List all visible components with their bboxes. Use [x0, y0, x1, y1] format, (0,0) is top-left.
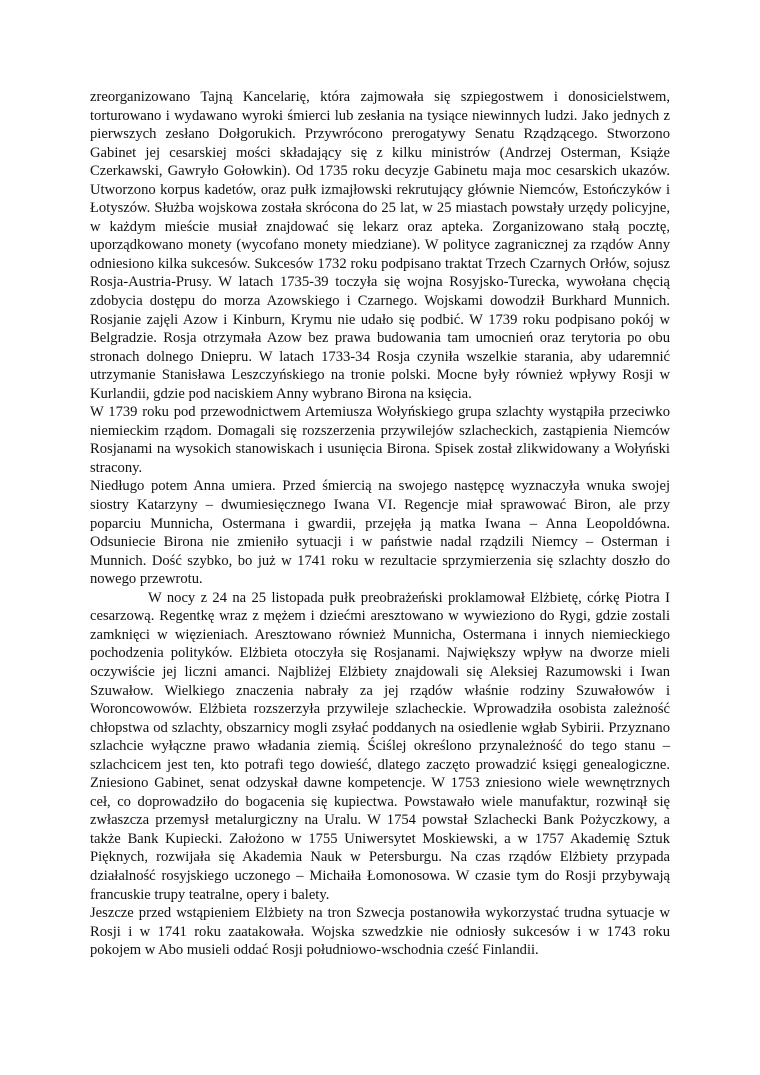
paragraph-elizabeth-reign: W nocy z 24 na 25 listopada pułk preobrażeński proklamował Elżbietę, córkę Piotra I cesarzową. Regentkę wraz z mężem i dziećmi aresztowano w wywieziono do Rygi, gdzie zostali zamknięci w więzieniach. Aresztowano również Munnicha, Ostermana i innych niemieckiego pochodzenia polityków. Elżbieta otoczyła się Rosjanami. Największy wpływ na dworze mieli oczywiście jej liczni amanci. Najbliżej Elżbiety znajdowali się Aleksiej Razumowski i Iwan Szuwałow. Wielkiego znaczenia nabrały za jej rządów właśnie rodziny Szuwałowów i Woroncowowów. Elżbieta rozszerzyła przywileje szlacheckie. Wprowadziła osobista zależność chłopstwa od szlachty, obszarnicy mogli zsyłać poddanych na osiedlenie wgłab Sybirii. Przyznano szlachcie wyłączne prawo władania ziemią. Ściślej określono przynależność do tego stanu – szlachcicem jest ten, kto potrafi tego dowieść, dlatego zaczęto prowadzić księgi genealogiczne. Zniesiono Gabinet, senat odzyskał dawne kompetencje. W 1753 zniesiono wiele wewnętrznych ceł, co doprowadziło do bogacenia się kupiectwa. Powstawało wiele manufaktur, rozwinął się zwłaszcza przemysł metalurgiczny na Uralu. W 1754 powstał Szlachecki Bank Pożyczkowy, a także Bank Kupiecki. Założono w 1755 Uniwersytet Moskiewski, a w 1757 Akademię Sztuk Pięknych, rozwijała się Akademia Nauk w Petersburgu. Na czas rządów Elżbiety przypada działalność rosyjskiego uczonego – Michaiła Łomonosowa. W czasie tym do Rosji przybywają francuskie trupy teatralne, opery i balety. [90, 589, 670, 903]
paragraph-anna-reign: zreorganizowano Tajną Kancelarię, która zajmowała się szpiegostwem i donosicielstwem, torturowano i wydawano wyroki śmierci lub zesłania na tysiące niewinnych ludzi. Jako jednych z pierwszych zesłano Dołgorukich. Przywrócono prerogatywy Senatu Rządzącego. Stworzono Gabinet jej cesarskiej mości składający się z kilku ministrów (Andrzej Osterman, Książe Czerkawski, Gawryło Gołowkin). Od 1735 roku decyzje Gabinetu maja moc cesarskich ukazów. Utworzono korpus kadetów, oraz pułk izmajłowski rekrutujący głównie Niemców, Estończyków i Łotyszów. Służba wojskowa została skrócona do 25 lat, w 25 miastach powstały urzędy policyjne, w każdym mieście musiał znajdować się lekarz oraz apteka. Zorganizowano stałą pocztę, uporządkowano monety (wycofano monety miedziane). W polityce zagranicznej za rządów Anny odniesiono kilka sukcesów. Sukcesów 1732 roku podpisano traktat Trzech Czarnych Orłów, sojusz Rosja-Austria-Prusy. W latach 1735-39 toczyła się wojna Rosyjsko-Turecka, wywołana chęcią zdobycia dostępu do morza Azowskiego i Czarnego. Wojskami dowodził Burkhard Munnich. Rosjanie zajęli Azow i Kinburn, Krymu nie udało się podbić. W 1739 roku podpisano pokój w Belgradzie. Rosja otrzymała Azow bez prawa budowania tam umocnień oraz terytoria po obu stronach dolnego Dniepru. W latach 1733-34 Rosja czyniła wszelkie starania, aby udaremnić utrzymanie Stanisława Leszczyńskiego na tronie polski. Mocne były również wpływy Rosji w Kurlandii, gdzie pod naciskiem Anny wybrano Birona na księcia. [90, 89, 670, 402]
paragraph-swedish-war: Jeszcze przed wstąpieniem Elżbiety na tron Szwecja postanowiła wykorzystać trudna sytuacje w Rosji i w 1741 roku zaatakowała. Wojska szwedzkie nie odniosły sukcesów i w 1743 roku pokojem w Abo musieli oddać Rosji południowo-wschodnia cześć Finlandii. [90, 905, 670, 959]
paragraph-wolynski-conspiracy: W 1739 roku pod przewodnictwem Artemiusza Wołyńskiego grupa szlachty wystąpiła przeciwko niemieckim rządom. Domagali się rozszerzenia przywilejów szlacheckich, zastąpienia Niemców Rosjanami na wysokich stanowiskach i usunięcia Birona. Spisek został zlikwidowany a Wołyński stracony. [90, 404, 670, 476]
document-body [90, 88, 670, 960]
paragraph-anna-death-succession: Niedługo potem Anna umiera. Przed śmiercią na swojego następcę wyznaczyła wnuka swojej siostry Katarzyny – dwumiesięcznego Iwana VI. Regencje miał sprawować Biron, ale przy poparciu Munnicha, Ostermana i gwardii, przejęła ją matka Iwana – Anna Leopoldówna. Odsuniecie Birona nie zmieniło sytuacji i w państwie nadal rządzili Niemcy – Osterman i Munnich. Dość szybko, bo już w 1741 roku w rezultacie sprzymierzenia się szlachty doszło do nowego przewrotu. [90, 478, 670, 588]
